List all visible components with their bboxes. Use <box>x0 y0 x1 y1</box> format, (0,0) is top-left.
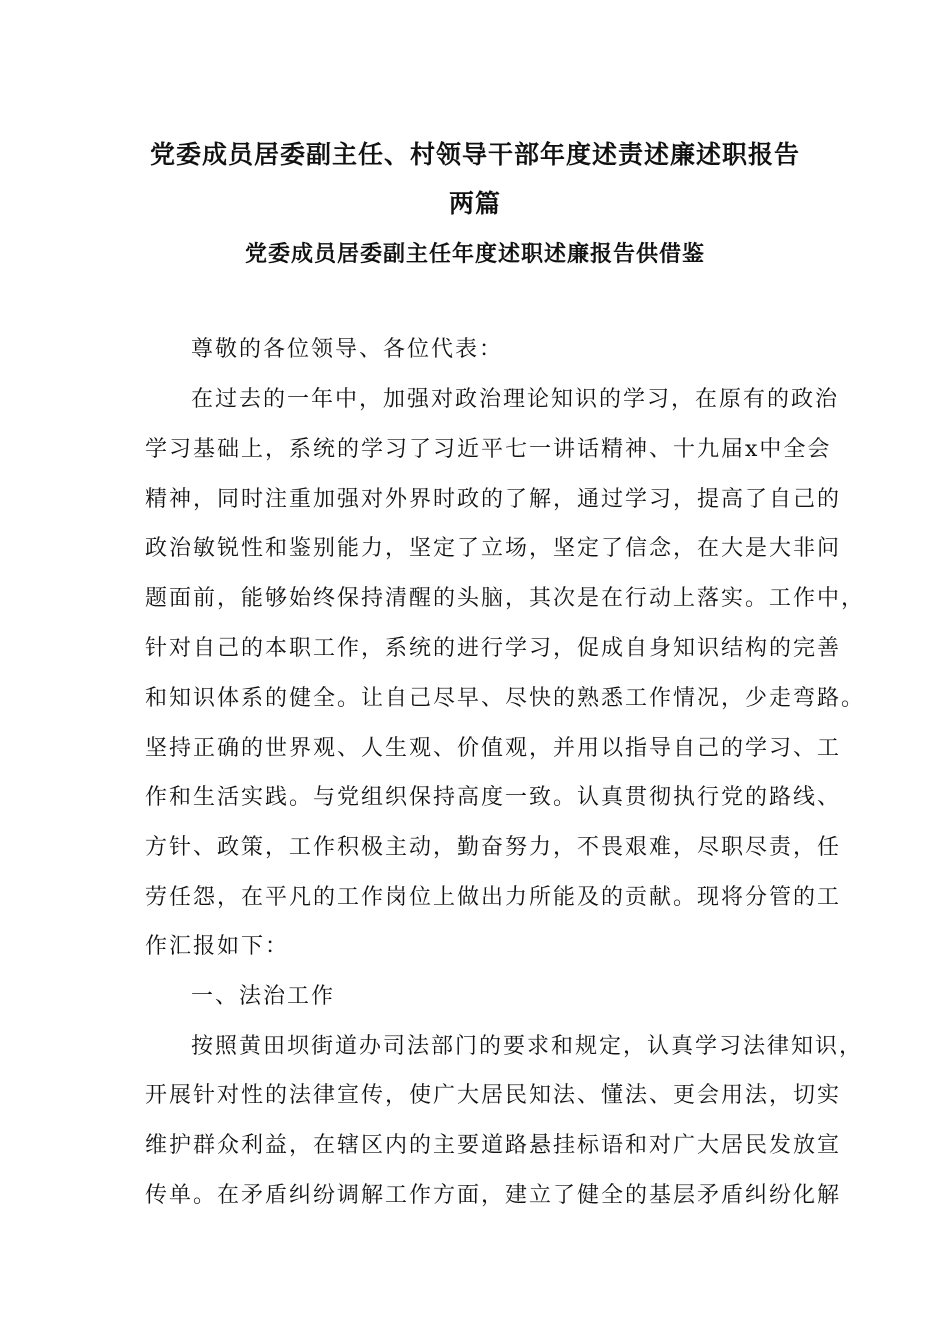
document-subtitle: 党委成员居委副主任年度述职述廉报告供借鉴 <box>244 241 705 267</box>
section-heading: 一、法治工作 <box>191 984 336 1009</box>
body-line: 精神，同时注重加强对外界时政的了解，通过学习，提高了自己的 <box>145 487 842 512</box>
document-title-line-1: 党委成员居委副主任、村领导干部年度述责述廉述职报告 <box>149 140 800 169</box>
document-title-line-2: 两篇 <box>448 189 501 218</box>
body-line: 在过去的一年中，加强对政治理论知识的学习，在原有的政治 <box>191 387 840 412</box>
body-line: 作汇报如下： <box>145 934 290 959</box>
body-line: 题面前，能够始终保持清醒的头脑，其次是在行动上落实。工作中， <box>145 586 866 611</box>
body-line: 和知识体系的健全。让自己尽早、尽快的熟悉工作情况，少走弯路。 <box>145 686 866 711</box>
body-line: 维护群众利益，在辖区内的主要道路悬挂标语和对广大居民发放宣 <box>145 1133 842 1158</box>
body-line: 方针、政策，工作积极主动，勤奋努力，不畏艰难，尽职尽责，任 <box>145 835 842 860</box>
body-line: 坚持正确的世界观、人生观、价值观，并用以指导自己的学习、工 <box>145 736 842 761</box>
body-line: 按照黄田坝街道办司法部门的要求和规定，认真学习法律知识， <box>191 1034 864 1059</box>
body-line: 传单。在矛盾纠纷调解工作方面，建立了健全的基层矛盾纠纷化解 <box>145 1183 842 1208</box>
body-line: 作和生活实践。与党组织保持高度一致。认真贯彻执行党的路线、 <box>145 785 842 810</box>
body-line: 政治敏锐性和鉴别能力，坚定了立场，坚定了信念，在大是大非问 <box>145 536 842 561</box>
body-line: 开展针对性的法律宣传，使广大居民知法、懂法、更会用法，切实 <box>145 1083 842 1108</box>
body-line: 针对自己的本职工作，系统的进行学习，促成自身知识结构的完善 <box>145 636 842 661</box>
body-line: 学习基础上，系统的学习了习近平七一讲话精神、十九届x中全会 <box>145 437 832 462</box>
body-line: 劳任怨，在平凡的工作岗位上做出力所能及的贡献。现将分管的工 <box>145 885 842 910</box>
salutation: 尊敬的各位领导、各位代表： <box>191 337 504 362</box>
